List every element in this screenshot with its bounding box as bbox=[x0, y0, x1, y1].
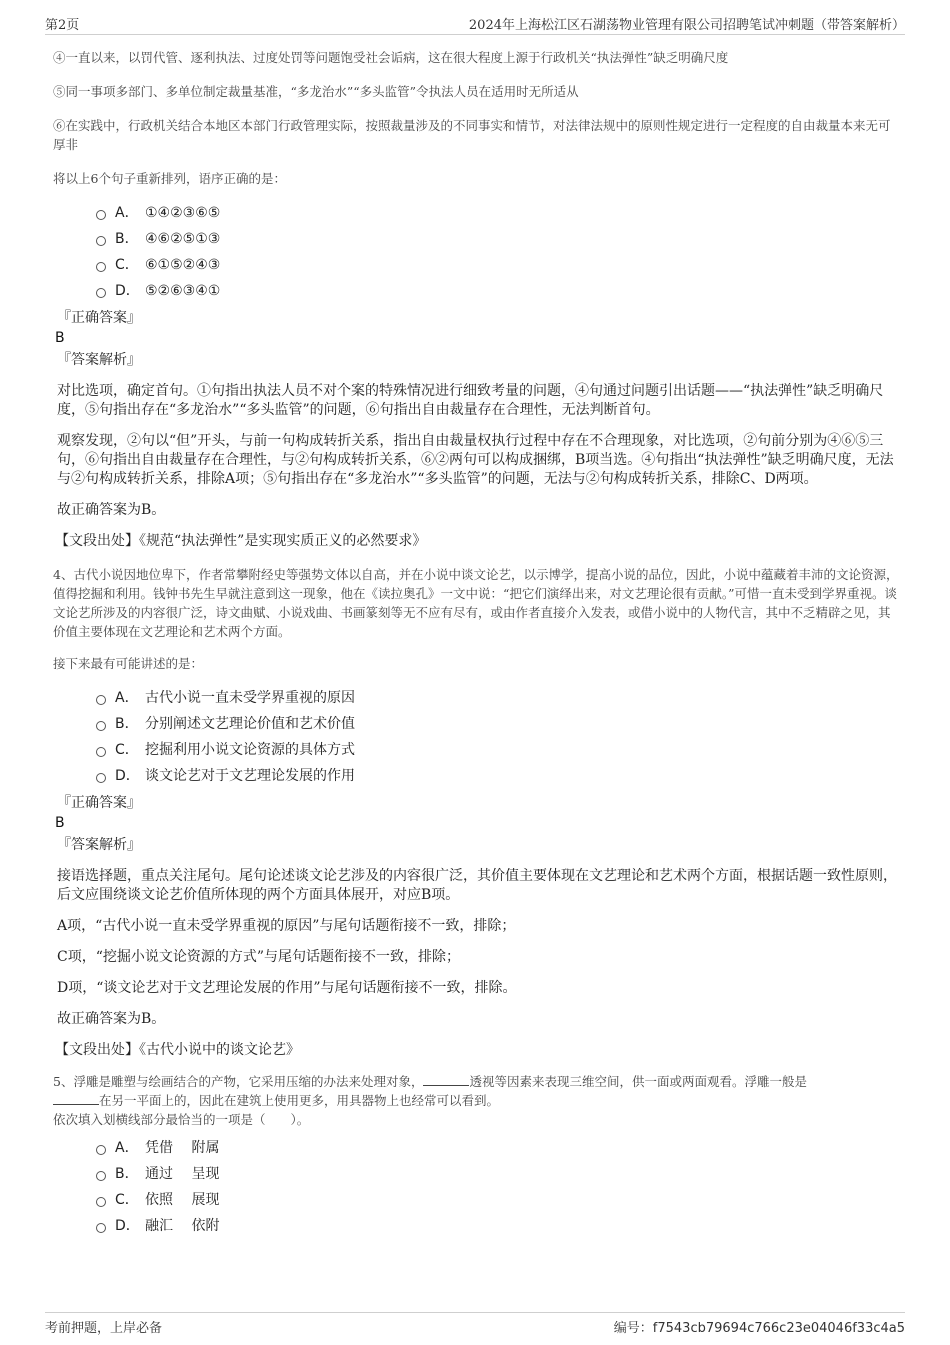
q4-source: 【文段出处】《古代小说中的谈文论艺》 bbox=[55, 1042, 300, 1058]
q3-sentence-5: ⑤同一事项多部门、多单位制定裁量基准，“多龙治水”“多头监管”令执法人员在适用时无所适从 bbox=[53, 84, 579, 99]
q3-option-b[interactable]: B． ④⑥②⑤①③ bbox=[53, 226, 899, 252]
q4-analysis-1: 接语选择题，重点关注尾句。尾句论述谈文论艺涉及的内容很广泛，其价值主要体现在文艺理论和艺术两个方面，根据话题一致性原则，后文应围绕谈文论艺价值所体现的两个方面具体展开，对应B项。 bbox=[57, 868, 897, 903]
q5-stem: 5、浮雕是雕塑与绘画结合的产物，它采用压缩的办法来处理对象， 透视等因素来表现三维空间，供一面或两面观看。浮雕一般是 在另一平面上的，因此在建筑上使用更多，用具器物上也经常可以看到。 bbox=[53, 1074, 807, 1108]
document-code bbox=[614, 1317, 905, 1336]
radio-icon[interactable] bbox=[96, 747, 106, 757]
fill-blank-1 bbox=[423, 1073, 469, 1086]
q3-analysis-label: 『答案解析』 bbox=[57, 352, 141, 368]
radio-icon[interactable] bbox=[96, 210, 106, 220]
q4-correct-label: 『正确答案』 bbox=[57, 795, 141, 811]
q4-analysis-label: 『答案解析』 bbox=[57, 837, 141, 853]
q4-stem: 4、古代小说因地位卑下，作者常攀附经史等强势文体以自高，并在小说中谈文论艺，以示博学，提高小说的品位，因此，小说中蕴藏着丰沛的文论资源，值得挖掘和利用。钱钟书先生早就注意到这一现象，他在《读拉奥孔》一文中说：“把它们演绎出来，对文艺理论很有贡献。”可惜一直未受到学界重视。谈文论艺所涉及的内容很广泛，诗文曲赋、小说戏曲、书画篆刻等无不应有尽有，或由作者直接介入发表，或借小说中的人物代言，其中不乏精辟之见，其价值主要体现在文艺理论和艺术两个方面。 bbox=[53, 567, 899, 639]
q5-options bbox=[53, 1135, 899, 1239]
radio-icon[interactable] bbox=[96, 262, 106, 272]
q4-analysis-5: 故正确答案为B。 bbox=[57, 1011, 166, 1027]
q4-option-c[interactable]: C． 挖掘利用小说文论资源的具体方式 bbox=[53, 737, 899, 763]
q4-analysis-2: A项，“古代小说一直未受学界重视的原因”与尾句话题衔接不一致，排除； bbox=[57, 918, 516, 934]
radio-icon[interactable] bbox=[96, 288, 106, 298]
radio-icon[interactable] bbox=[96, 1223, 106, 1233]
q4-prompt: 接下来最有可能讲述的是： bbox=[53, 656, 204, 671]
q4-option-a[interactable]: A． 古代小说一直未受学界重视的原因 bbox=[53, 685, 899, 711]
q4-analysis-4: D项，“谈文论艺对于文艺理论发展的作用”与尾句话题衔接不一致，排除。 bbox=[57, 980, 517, 996]
q4-option-d[interactable]: D． 谈文论艺对于文艺理论发展的作用 bbox=[53, 763, 899, 789]
document-code-value: f7543cb79694c766c23e04046f33c4a5 bbox=[652, 1321, 905, 1336]
radio-icon[interactable] bbox=[96, 1197, 106, 1207]
q3-source: 【文段出处】《规范“执法弹性”是实现实质正义的必然要求》 bbox=[55, 533, 427, 549]
q3-prompt: 将以上6个句子重新排列，语序正确的是： bbox=[53, 171, 286, 186]
radio-icon[interactable] bbox=[96, 236, 106, 246]
document-body bbox=[53, 46, 899, 1239]
radio-icon[interactable] bbox=[96, 773, 106, 783]
radio-icon[interactable] bbox=[96, 695, 106, 705]
footer-slogan: 考前押题，上岸必备 bbox=[45, 1321, 163, 1336]
q3-sentence-6: ⑥在实践中，行政机关结合本地区本部门行政管理实际，按照裁量涉及的不同事实和情节，对法律法规中的原则性规定进行一定程度的自由裁量本来无可厚非 bbox=[53, 118, 891, 152]
q4-analysis-3: C项，“挖掘小说文论资源的方式”与尾句话题衔接不一致，排除； bbox=[57, 949, 461, 965]
q4-option-b[interactable]: B． 分别阐述文艺理论价值和艺术价值 bbox=[53, 711, 899, 737]
q4-options bbox=[53, 685, 899, 789]
q5-option-d[interactable]: D． 融汇 依附 bbox=[53, 1213, 899, 1239]
q3-analysis-3: 故正确答案为B。 bbox=[57, 502, 166, 518]
radio-icon[interactable] bbox=[96, 1145, 106, 1155]
q5-option-a[interactable]: A． 凭借 附属 bbox=[53, 1135, 899, 1161]
q3-correct-label: 『正确答案』 bbox=[57, 310, 141, 326]
page-footer bbox=[45, 1312, 905, 1335]
page-header bbox=[45, 14, 905, 35]
q5-option-b[interactable]: B． 通过 呈现 bbox=[53, 1161, 899, 1187]
q3-sentence-4: ④一直以来，以罚代管、逐利执法、过度处罚等问题饱受社会诟病，这在很大程度上源于行政机关“执法弹性”缺乏明确尺度 bbox=[53, 50, 729, 65]
q4-correct-answer: B bbox=[55, 815, 65, 831]
q5-option-c[interactable]: C． 依照 展现 bbox=[53, 1187, 899, 1213]
q3-option-a[interactable]: A． ①④②③⑥⑤ bbox=[53, 200, 899, 226]
document-code-label: 编号： bbox=[613, 1321, 653, 1336]
q3-option-c[interactable]: C． ⑥①⑤②④③ bbox=[53, 252, 899, 278]
document-title: 2024年上海松江区石湖荡物业管理有限公司招聘笔试冲刺题（带答案解析） bbox=[468, 18, 905, 33]
q5-prompt: 依次填入划横线部分最恰当的一项是（ ）。 bbox=[53, 1112, 310, 1127]
q3-analysis-1: 对比选项，确定首句。①句指出执法人员不对个案的特殊情况进行细致考量的问题，④句通过问题引出话题——“执法弹性”缺乏明确尺度，⑤句指出存在“多龙治水”“多头监管”的问题，⑥句指出自由裁量存在合理性，无法判断首句。 bbox=[57, 383, 884, 418]
q3-analysis-2: 观察发现，②句以“但”开头，与前一句构成转折关系，指出自由裁量权执行过程中存在不合理现象，对比选项，②句前分别为④⑥⑤三句，⑥句指出自由裁量存在合理性，与②句构成转折关系，⑥②两句可以构成捆绑，B项当选。④句指出“执法弹性”缺乏明确尺度，无法与②句构成转折关系，排除A项；⑤句指出存在“多龙治水”“多头监管”的问题，无法与②句构成转折关系，排除C、D两项。 bbox=[57, 433, 894, 487]
q3-options bbox=[53, 200, 899, 304]
q3-correct-answer: B bbox=[55, 330, 65, 346]
radio-icon[interactable] bbox=[96, 1171, 106, 1181]
fill-blank-2 bbox=[53, 1092, 99, 1105]
q3-option-d[interactable]: D． ⑤②⑥③④① bbox=[53, 278, 899, 304]
radio-icon[interactable] bbox=[96, 721, 106, 731]
page-number: 第2页 bbox=[45, 18, 80, 33]
